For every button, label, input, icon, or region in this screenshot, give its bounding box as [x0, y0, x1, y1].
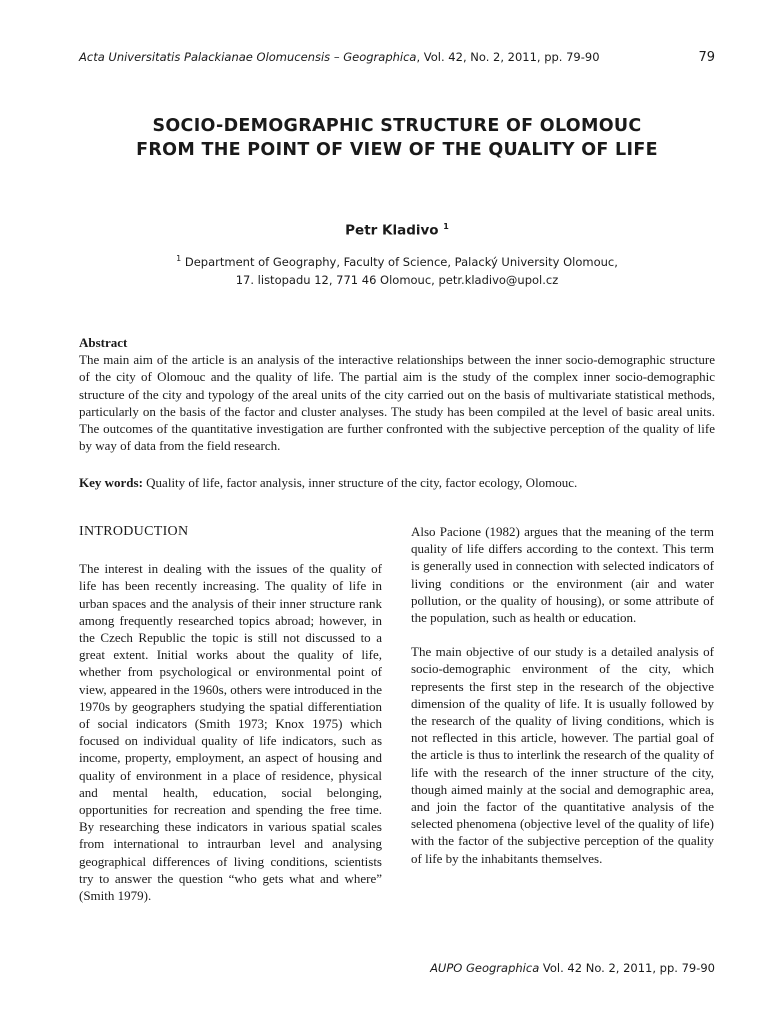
- title-line-2: FROM THE POINT OF VIEW OF THE QUALITY OF LIFE: [136, 140, 658, 160]
- header-citation: , Vol. 42, No. 2, 2011, pp. 79-90: [416, 50, 600, 64]
- left-column: [79, 523, 382, 921]
- abstract-heading: Abstract: [79, 335, 128, 350]
- keywords-label: Key words:: [79, 475, 143, 490]
- keywords: [79, 474, 715, 491]
- footer-journal-name: AUPO Geographica: [430, 961, 540, 975]
- section-heading-introduction: INTRODUCTION: [79, 524, 189, 539]
- author-name: Petr Kladivo: [345, 222, 439, 239]
- page-number: 79: [698, 50, 715, 65]
- abstract: [79, 334, 715, 454]
- header-journal-name: Acta Universitatis Palackianae Olomucensis – Geographica: [79, 50, 417, 64]
- affiliation: [79, 250, 715, 289]
- running-footer: [79, 961, 715, 975]
- intro-paragraph-2: Also Pacione (1982) argues that the meaning of the term quality of life differs according to the context. This term is generally used in connection with selected indicators of living conditions or the environment (air and water pollution, or the quality of housing), or some attribute of the population, such as health or education.: [411, 524, 714, 626]
- right-column: [411, 523, 714, 884]
- intro-paragraph-3: The main objective of our study is a detailed analysis of socio-demographic environment of the city, which represents the first step in the research of the objective dimension of the quality of life. It is usually followed by the research of the quality of living conditions, which is not reflected in this article, however. The partial goal of the article is thus to interlink the research of the quality of life with the research of the inner structure of the city, though aimed mainly at the social and demographic area, and join the factor of the quantitative analysis of the selected phenomena (objective level of the quality of life) with the factor of the subjective perception of the quality of life by the inhabitants themselves.: [411, 644, 714, 866]
- author: [79, 222, 715, 239]
- affiliation-line-2: 17. listopadu 12, 771 46 Olomouc, petr.kladivo@upol.cz: [235, 272, 559, 287]
- footer-citation: Vol. 42 No. 2, 2011, pp. 79-90: [539, 961, 715, 975]
- article-title: [79, 114, 715, 162]
- intro-paragraph-1: The interest in dealing with the issues of the quality of life has been recently increasing. The quality of life in urban spaces and the analysis of their inner structure rank among frequently researched topics abroad; however, in the Czech Republic the topic is still not discussed to a great extent. Initial works about the quality of life, whether from psychological or environmental point of view, appeared in the 1960s, others were introduced in the 1970s by geographers studying the spatial differentiation of social indicators (Smith 1973; Knox 1975) which focused on individual quality of life indicators, such as income, property, employment, an aspect of housing and quality of environment in a place of residence, physical and mental health, education, social belonging, opportunities for recreation and spending the free time. By researching these indicators in various spatial scales from international to intraurban level and analysing geographical differences of living conditions, scientists try to answer the question “who gets what and where” (Smith 1979).: [79, 561, 382, 904]
- keywords-text: Quality of life, factor analysis, inner structure of the city, factor ecology, Olomouc.: [146, 475, 578, 490]
- title-line-1: SOCIO-DEMOGRAPHIC STRUCTURE OF OLOMOUC: [152, 116, 642, 136]
- affiliation-line-1: Department of Geography, Faculty of Science, Palacký University Olomouc,: [184, 254, 618, 269]
- author-affiliation-marker: 1: [443, 222, 449, 231]
- affiliation-marker: 1: [176, 254, 182, 263]
- running-header: [79, 50, 715, 64]
- abstract-text: The main aim of the article is an analysis of the interactive relationships between the inner socio-demographic structure of the city of Olomouc and the quality of life. The partial aim is the study of the complex inner socio-demographic structure of the city and typology of the areal units of the city carried out on the basis of multivariate statistical methods, particularly on the basis of the factor and cluster analyses. The study has been compiled at the level of basic areal units. The outcomes of the quantitative investigation are further confronted with the subjective perception of the quality of life by way of data from the field research.: [79, 352, 715, 454]
